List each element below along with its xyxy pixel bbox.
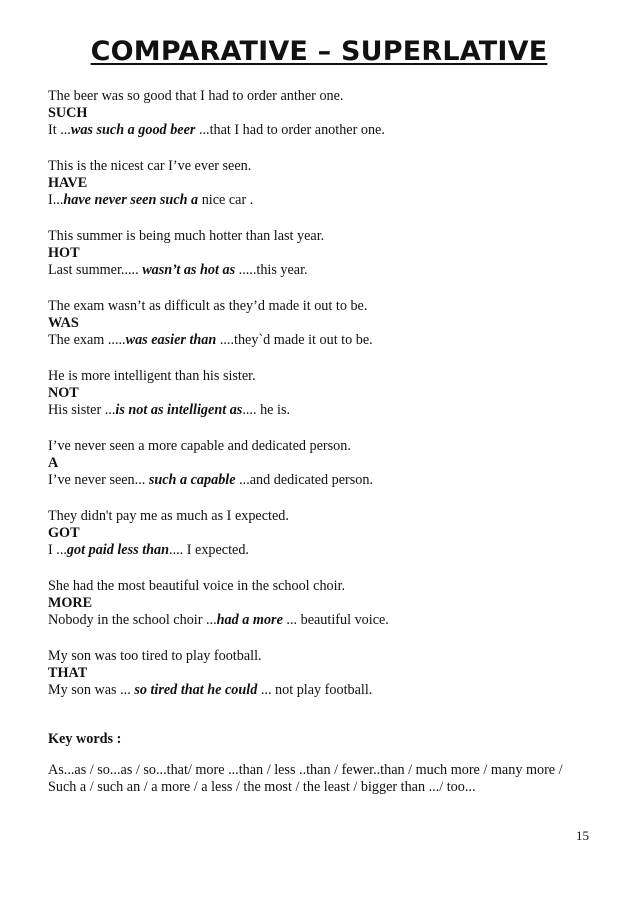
rewritten-sentence — [48, 402, 618, 419]
sentence-suffix: .... he is. — [242, 402, 291, 418]
sentence-prefix: My son was ... — [48, 682, 135, 698]
exercise-item — [48, 88, 618, 139]
exercise-item — [48, 158, 618, 209]
rewritten-sentence — [48, 472, 618, 489]
rewritten-sentence — [48, 612, 618, 629]
key-word: GOT — [48, 525, 80, 541]
key-words-line: As...as / so...as / so...that/ more ...than / less ..than / fewer..than / much more / many more / — [48, 762, 563, 778]
key-word: THAT — [48, 665, 88, 681]
answer-text: is not as intelligent as — [115, 402, 243, 418]
answer-text: wasn’t as hot as — [142, 262, 236, 278]
exercise-item — [48, 508, 618, 559]
key-words-list — [48, 762, 623, 796]
exercise-item — [48, 438, 618, 489]
original-sentence: He is more intelligent than his sister. — [48, 368, 256, 384]
sentence-suffix: ....they`d made it out to be. — [216, 332, 373, 348]
key-word: WAS — [48, 315, 79, 331]
sentence-prefix: Nobody in the school choir ... — [48, 612, 217, 628]
rewritten-sentence — [48, 262, 618, 279]
page-number: 15 — [576, 828, 589, 843]
exercise-item — [48, 228, 618, 279]
original-sentence: This is the nicest car I’ve ever seen. — [48, 158, 252, 174]
sentence-suffix: ... beautiful voice. — [282, 612, 389, 628]
exercise-item — [48, 648, 618, 699]
key-word: SUCH — [48, 105, 88, 121]
sentence-suffix: .... I expected. — [169, 542, 249, 558]
answer-text: had a more — [216, 612, 283, 628]
original-sentence: She had the most beautiful voice in the school choir. — [48, 578, 346, 594]
answer-text: have never seen such a — [63, 192, 199, 208]
sentence-suffix: ... not play football. — [257, 682, 373, 698]
rewritten-sentence — [48, 682, 618, 699]
original-sentence: This summer is being much hotter than last year. — [48, 228, 325, 244]
rewritten-sentence — [48, 542, 618, 559]
original-sentence: The exam wasn’t as difficult as they’d made it out to be. — [48, 298, 368, 314]
sentence-suffix: .....this year. — [235, 262, 308, 278]
key-words-line: Such a / such an / a more / a less / the most / the least / bigger than .../ too... — [48, 779, 476, 795]
key-word: HOT — [48, 245, 80, 261]
exercise-item — [48, 298, 618, 349]
exercise-item — [48, 368, 618, 419]
rewritten-sentence — [48, 332, 618, 349]
key-word: NOT — [48, 385, 79, 401]
sentence-prefix: Last summer..... — [48, 262, 143, 278]
page-title: COMPARATIVE – SUPERLATIVE — [90, 36, 548, 67]
sentence-prefix: It ... — [48, 122, 71, 138]
answer-text: such a capable — [148, 472, 236, 488]
key-word: MORE — [48, 595, 93, 611]
sentence-prefix: I... — [48, 192, 64, 208]
answer-text: was easier than — [125, 332, 217, 348]
original-sentence: They didn't pay me as much as I expected. — [48, 508, 289, 524]
sentence-prefix: The exam ..... — [48, 332, 126, 348]
original-sentence: My son was too tired to play football. — [48, 648, 262, 664]
key-word: A — [48, 455, 59, 471]
rewritten-sentence — [48, 192, 618, 209]
rewritten-sentence — [48, 122, 618, 139]
answer-text: was such a good beer — [70, 122, 196, 138]
exercise-item — [48, 578, 618, 629]
key-word: HAVE — [48, 175, 88, 191]
original-sentence: I’ve never seen a more capable and dedicated person. — [48, 438, 351, 454]
exercise-list — [48, 88, 618, 718]
sentence-prefix: I ... — [48, 542, 67, 558]
answer-text: so tired that he could — [134, 682, 258, 698]
sentence-prefix: His sister ... — [48, 402, 116, 418]
sentence-suffix: nice car . — [198, 192, 254, 208]
sentence-prefix: I’ve never seen... — [48, 472, 149, 488]
answer-text: got paid less than — [66, 542, 170, 558]
key-words-heading: Key words : — [48, 731, 122, 747]
sentence-suffix: ...and dedicated person. — [235, 472, 374, 488]
original-sentence: The beer was so good that I had to order anther one. — [48, 88, 344, 104]
sentence-suffix: ...that I had to order another one. — [195, 122, 385, 138]
